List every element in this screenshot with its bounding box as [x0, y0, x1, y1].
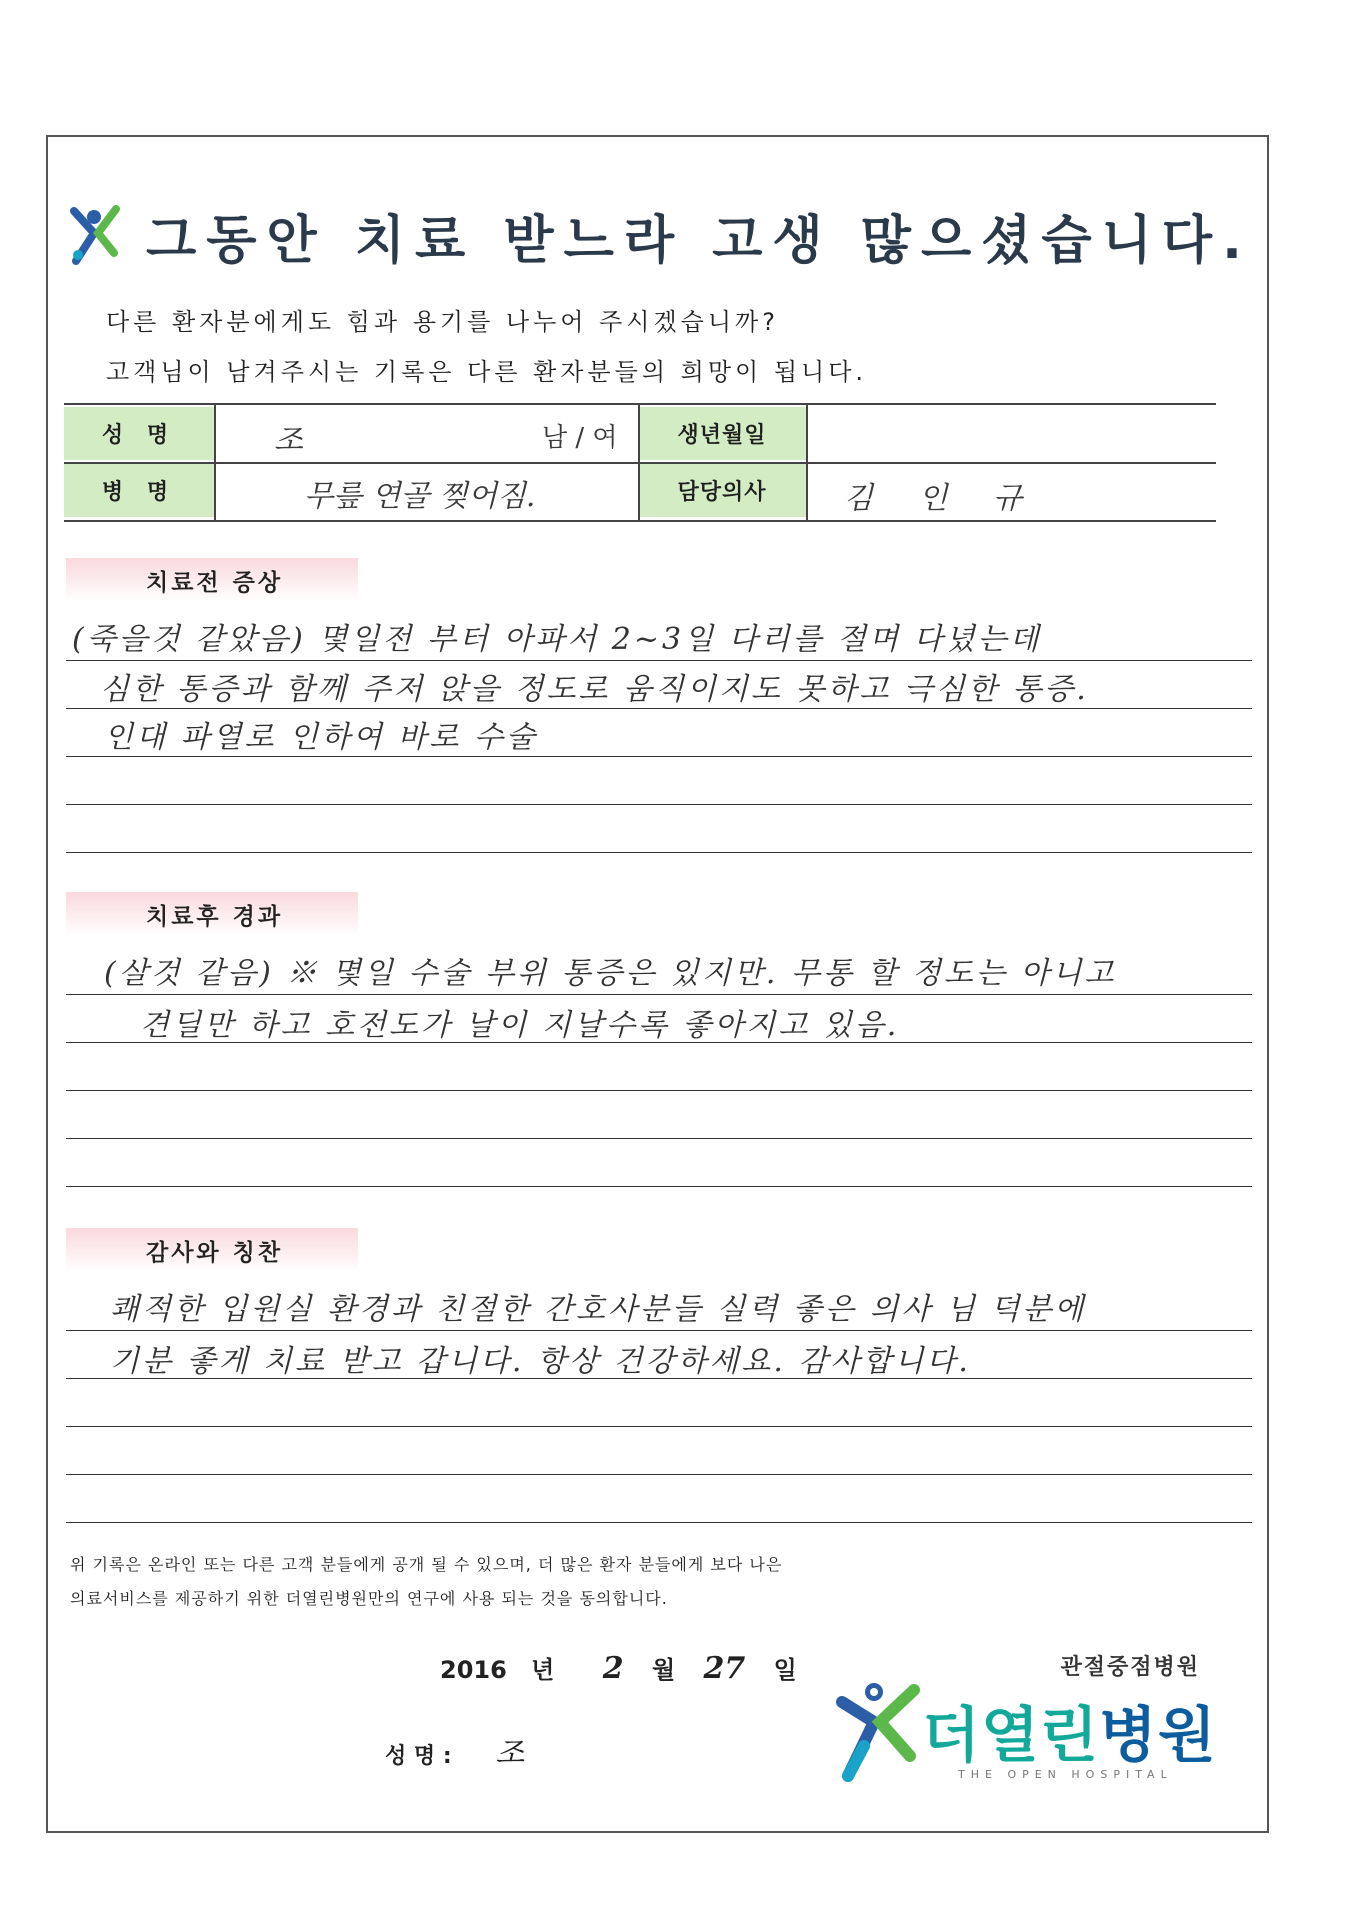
- hospital-tagline: 관절중점병원: [1060, 1655, 1200, 1680]
- gender-value: 남 / 여: [542, 423, 618, 453]
- writing-line: [66, 1426, 1252, 1427]
- after-line-1: (살것 같음) ※ 몇일 수술 부위 통증은 있지만. 무통 할 정도는 아니고: [104, 956, 1117, 991]
- consent-line-2: 의료서비스를 제공하기 위한 더열린병원만의 연구에 사용 되는 것을 동의합니다.: [70, 1589, 668, 1608]
- consent-line-1: 위 기록은 온라인 또는 다른 고객 분들에게 공개 될 수 있으며, 더 많은 환자 분들에게 보다 나은: [70, 1555, 783, 1574]
- section-thanks-label: 감사와 칭찬: [66, 1228, 358, 1272]
- birth-label: 생년월일: [638, 407, 806, 460]
- hospital-name-part1: 더열린: [922, 1701, 1099, 1771]
- writing-line: [66, 756, 1252, 757]
- writing-line: [66, 1090, 1252, 1091]
- section-before-label: 치료전 증상: [66, 558, 358, 602]
- hospital-logo-icon: [68, 203, 124, 267]
- date-month: 2: [602, 1651, 624, 1686]
- writing-line: [66, 1378, 1252, 1379]
- table-vline: [806, 405, 808, 520]
- intro-line-2: 고객님이 남겨주시는 기록은 다른 환자분들의 희망이 됩니다.: [106, 358, 868, 386]
- title-row: [68, 200, 1288, 270]
- patient-info-table: [64, 403, 1216, 522]
- thanks-line-1: 쾌적한 입원실 환경과 친절한 간호사분들 실력 좋은 의사 님 덕분에: [110, 1292, 1087, 1327]
- writing-line: [66, 994, 1252, 995]
- signature-label: 성 명 :: [385, 1744, 452, 1769]
- name-label: 성 명: [64, 407, 214, 460]
- disease-value: 무릎 연골 찢어짐.: [304, 479, 536, 514]
- date-row: [440, 1650, 797, 1686]
- date-month-unit: 월: [651, 1656, 676, 1684]
- before-line-2: 심한 통증과 함께 주저 앉을 정도로 움직이지도 못하고 극심한 통증.: [100, 672, 1089, 707]
- hospital-logo: [830, 1650, 1230, 1790]
- writing-line: [66, 708, 1252, 709]
- thanks-line-2: 기분 좋게 치료 받고 갑니다. 항상 건강하세요. 감사합니다.: [110, 1344, 971, 1379]
- table-vline: [214, 405, 216, 520]
- writing-line: [66, 660, 1252, 661]
- hospital-english-name: THE OPEN HOSPITAL: [958, 1768, 1173, 1781]
- disease-label: 병 명: [64, 464, 214, 517]
- writing-line: [66, 1522, 1252, 1523]
- writing-line: [66, 1186, 1252, 1187]
- before-line-1: (죽을것 같았음) 몇일전 부터 아파서 2~3일 다리를 절며 다녔는데: [72, 622, 1042, 657]
- writing-line: [66, 1330, 1252, 1331]
- section-after-label: 치료후 경과: [66, 892, 358, 936]
- hospital-name: [922, 1688, 1217, 1774]
- before-line-3: 인대 파열로 인하여 바로 수술: [104, 720, 538, 755]
- name-value: 조: [274, 423, 303, 458]
- writing-line: [66, 852, 1252, 853]
- date-year: 2016: [440, 1656, 507, 1684]
- writing-line: [66, 804, 1252, 805]
- hospital-name-part2: 병원: [1098, 1701, 1217, 1771]
- date-day-unit: 일: [773, 1656, 797, 1684]
- intro-line-1: 다른 환자분에게도 힘과 용기를 나누어 주시겠습니까?: [106, 308, 779, 336]
- table-vline: [638, 405, 640, 520]
- writing-line: [66, 1042, 1252, 1043]
- writing-line: [66, 1474, 1252, 1475]
- doctor-label: 담당의사: [638, 464, 806, 517]
- writing-line: [66, 1138, 1252, 1139]
- doctor-value: 김 인 규: [844, 481, 1041, 516]
- date-year-unit: 년: [531, 1656, 555, 1684]
- hospital-mark-icon: [834, 1676, 924, 1786]
- date-day: 27: [703, 1651, 746, 1686]
- signature-value: 조: [495, 1736, 525, 1771]
- page-title: 그동안 치료 받느라 고생 많으셨습니다.: [146, 210, 1252, 271]
- after-line-2: 견딜만 하고 호전도가 날이 지날수록 좋아지고 있음.: [140, 1008, 900, 1043]
- signature-row: [385, 1728, 524, 1772]
